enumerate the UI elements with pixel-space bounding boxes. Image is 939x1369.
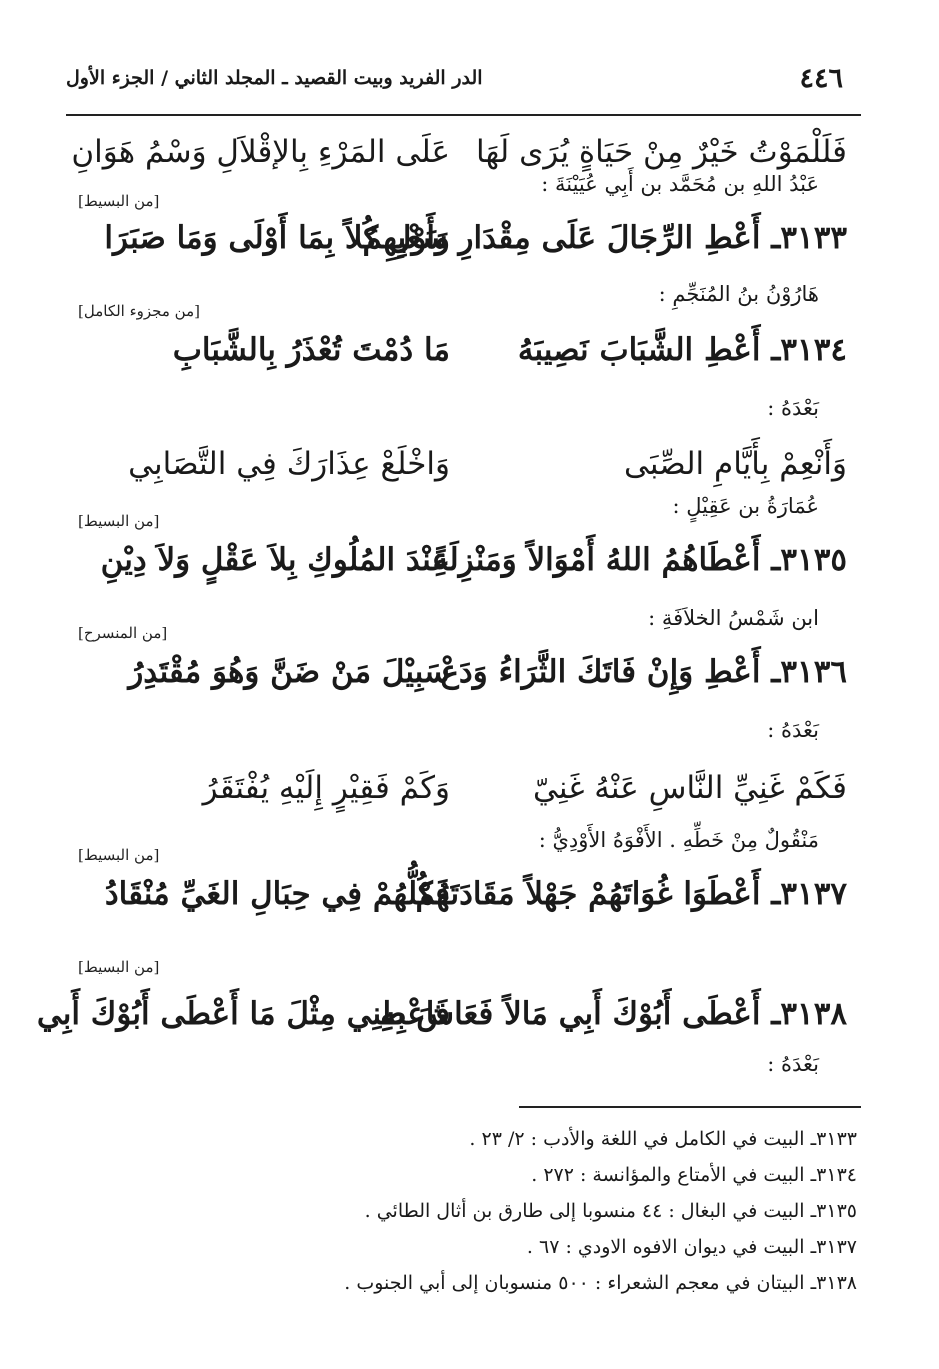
poet-attribution: ابن شَمْسُ الخلاَفَةِ : — [648, 606, 819, 630]
hemistich-second: وَأَوْلِ كُلاً بِمَا أَوْلَى وَمَا صَبَرَا — [104, 220, 450, 256]
hemistich-text: أَعْطَاهُمُ اللهُ أَمْوَالاً وَمَنْزِلَةً — [432, 542, 761, 578]
after-note: بَعْدَهُ : — [767, 1052, 819, 1076]
footnote: ٣١٣٤ـ البيت في الأمتاع والمؤانسة : ٢٧٢ . — [531, 1164, 857, 1186]
after-note: بَعْدَهُ : — [767, 396, 819, 420]
meter-label: [من البسيط] — [78, 192, 160, 210]
verse-number: ٣١٣٥ـ — [771, 542, 847, 578]
hemistich-second: وَاخْلَعْ عِذَارَكَ فِي التَّصَابِي — [128, 446, 450, 482]
footnote-rule — [519, 1106, 861, 1108]
hemistich-first: فَكَمْ غَنِيِّ النَّاسِ عَنْهُ غَنِيّ — [533, 770, 847, 806]
meter-label: [من البسيط] — [78, 512, 160, 530]
hemistich-text: أَعْطِ وَإِنْ فَاتَكَ الثَّرَاءُ وَدَعْ — [440, 654, 761, 690]
meter-label: [من البسيط] — [78, 958, 160, 976]
hemistich-second: سَبِيْلَ مَنْ ضَنَّ وَهُوَ مُقْتَدِرُ — [128, 654, 450, 690]
hemistich-first — [380, 992, 847, 1036]
hemistich-second: عَلَى المَرْءِ بِالإقْلاَلِ وَسْمُ هَوَانِ — [71, 134, 450, 170]
hemistich-first — [477, 328, 847, 372]
footnote: ٣١٣٥ـ البيت في البغال : ٤٤ منسوبا إلى طارق بن أثال الطائي . — [364, 1200, 857, 1222]
hemistich-second: فَكُلُّهُمْ فِي حِبَالِ الغَيِّ مُنْقَادُ — [104, 876, 450, 912]
verse-number: ٣١٣٧ـ — [771, 876, 847, 912]
hemistich-text: أَعْطَى أَبُوْكَ أَبِي مَالاً فَعَاشَ بِهِ — [380, 996, 761, 1032]
meter-label: [من المنسرح] — [78, 624, 168, 642]
footnote: ٣١٣٧ـ البيت في ديوان الافوه الاودي : ٦٧ . — [526, 1236, 857, 1258]
hemistich-second: وَكَمْ فَقِيْرٍ إِلَيْهِ يُفْتَقَرُ — [202, 770, 450, 806]
hemistich-first: وَأَنْعِمْ بِأَيَّامِ الصِّبَى — [624, 446, 847, 482]
footnote: ٣١٣٨ـ البيتان في معجم الشعراء : ٥٠٠ منسوبان إلى أبي الجنوب . — [344, 1272, 857, 1294]
verse-number: ٣١٣٣ـ — [771, 220, 847, 256]
after-note: بَعْدَهُ : — [767, 718, 819, 742]
verse-number: ٣١٣٨ـ — [771, 996, 847, 1032]
footnote: ٣١٣٣ـ البيت في الكامل في اللغة والأدب : ٢/ ٢٣ . — [469, 1128, 857, 1150]
hemistich-first: فَلَلْمَوْتُ خَيْرٌ مِنْ حَيَاةٍ يُرَى لَهَا — [476, 134, 847, 170]
hemistich-first — [440, 650, 847, 694]
verse-number: ٣١٣٦ـ — [771, 654, 847, 690]
poet-attribution: عَبْدُ اللهِ بن مُحَمَّد بن أَبِي عُيَيْنَةَ : — [541, 172, 819, 196]
verse-number: ٣١٣٤ـ — [771, 332, 847, 368]
poet-attribution: عُمَارَةُ بن عَقِيْلٍ : — [672, 494, 819, 518]
hemistich-first — [432, 538, 847, 582]
hemistich-text: أَعْطِ الرِّجَالَ عَلَى مِقْدَارِ سَعْيِهِمُ — [362, 220, 761, 256]
hemistich-second: فَاعْطِنِي مِثْلَ مَا أَعْطَى أَبُوْكَ أَبِي — [36, 996, 450, 1032]
meter-label: [من البسيط] — [78, 846, 160, 864]
header-rule — [66, 114, 861, 116]
hemistich-second: عِنْدَ المُلُوكِ بِلاَ عَقْلٍ وَلاَ دِيْنِ — [100, 542, 450, 578]
page-number: ٤٤٦ — [799, 62, 843, 94]
hemistich-text: أَعْطِ الشَّبَابَ نَصِيبَهُ — [517, 332, 761, 368]
hemistich-text: أَعْطَوَا غُوَاتَهُمْ جَهْلاً مَقَادَتَهُمْ — [415, 876, 761, 912]
hemistich-second: مَا دُمْتَ تُعْذَرُ بِالشَّبَابِ — [172, 332, 450, 368]
hemistich-first — [362, 216, 847, 260]
running-title: الدر الفريد وبيت القصيد ـ المجلد الثاني / الجزء الأول — [66, 67, 483, 89]
poet-attribution: هَارُوْنُ بنُ المُنَجِّمِ : — [658, 282, 819, 306]
meter-label: [من مجزوء الكامل] — [78, 302, 200, 320]
hemistich-first — [415, 872, 847, 916]
running-header — [66, 58, 843, 98]
poet-attribution: مَنْقُولٌ مِنْ خَطِّهِ . الأَفْوَهُ الأَوْدِيُّ : — [538, 828, 819, 852]
